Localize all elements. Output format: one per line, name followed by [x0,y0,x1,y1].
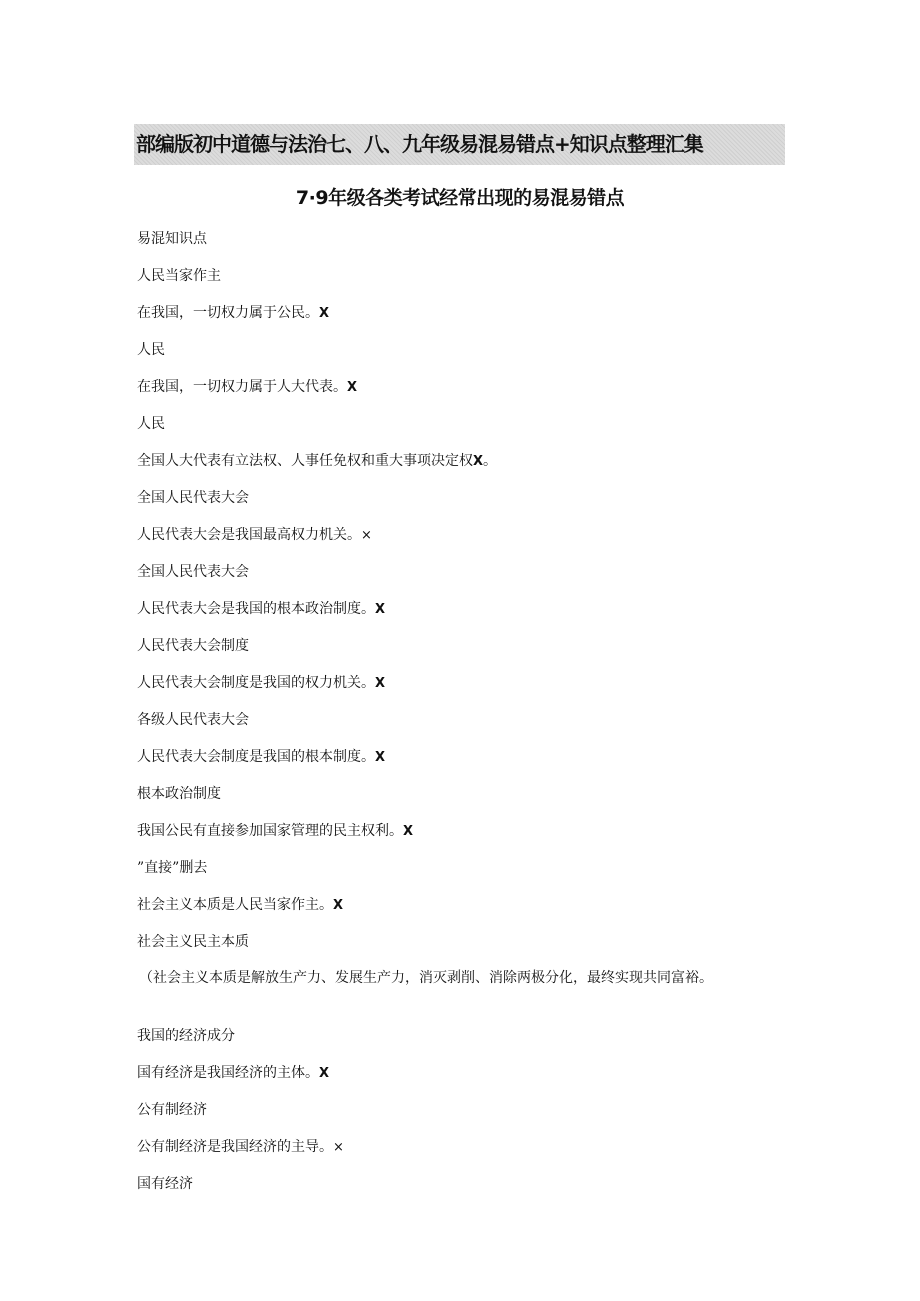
text-line [137,1174,193,1194]
text-line [137,599,385,620]
text-line [137,303,329,324]
wrong-mark: X [347,380,358,395]
line-text: 在我国，一切权力属于公民。 [137,305,319,321]
wrong-mark: X [333,898,344,913]
line-text: 全国人民代表大会 [137,564,249,580]
text-line [137,562,249,582]
text-line [137,636,249,656]
text-line [137,895,343,916]
line-text: 全国人民代表大会 [137,490,249,506]
line-text: 人民 [137,342,165,358]
line-text: 社会主义本质是人民当家作主。 [137,897,333,913]
line-text: 我国的经济成分 [137,1028,235,1044]
text-line [137,784,221,804]
line-text: ”直接”删去 [137,860,208,876]
text-line [137,1137,344,1158]
line-text: 国有经济 [137,1176,193,1192]
wrong-mark: X [319,1066,330,1081]
document-title: 部编版初中道德与法治七、八、九年级易混易错点+知识点整理汇集 [136,132,703,156]
text-line [137,858,207,878]
text-line [137,673,385,694]
line-text: 我国公民有直接参加国家管理的民主权利。 [137,823,403,839]
line-text: 人民代表大会是我国最高权力机关。 [137,527,361,543]
text-line [137,821,413,842]
text-line [137,229,207,249]
title-banner [134,124,785,165]
line-text: 人民代表大会制度 [137,638,249,654]
text-line [137,414,165,434]
line-text: 人民 [137,416,165,432]
text-line [137,525,372,546]
wrong-mark: X [375,676,386,691]
text-line [137,1063,329,1084]
wrong-mark: X [403,824,414,839]
line-text: 全国人大代表有立法权、人事任免权和重大事项决定权 [137,453,473,469]
wrong-mark: X [319,306,330,321]
text-line [137,488,249,508]
wrong-mark: X [473,454,484,469]
text-line [137,451,497,472]
text-line [137,266,221,286]
line-text: 人民当家作主 [137,268,221,284]
text-line [137,932,249,952]
line-text: 根本政治制度 [137,786,221,802]
line-end-punct: 。 [483,453,498,469]
text-line [137,710,249,730]
wrong-mark: X [375,602,386,617]
line-text: 社会主义民主本质 [137,934,249,950]
line-text: 易混知识点 [137,231,207,247]
line-text: 在我国，一切权力属于人大代表。 [137,379,347,395]
line-text: 国有经济是我国经济的主体。 [137,1065,319,1081]
line-text: 公有制经济是我国经济的主导。 [137,1139,333,1155]
text-line [137,1026,235,1046]
text-line [137,747,385,768]
section-heading: 7·9年级各类考试经常出现的易混易错点 [295,187,625,209]
text-line [137,340,165,360]
wrong-mark: × [361,528,372,543]
wrong-mark: X [375,750,386,765]
line-text: 人民代表大会是我国的根本政治制度。 [137,601,375,617]
line-text: 人民代表大会制度是我国的根本制度。 [137,749,375,765]
explanation-paragraph: （社会主义本质是解放生产力、发展生产力，消灭剥削、消除两极分化，最终实现共同富裕。 [139,970,713,986]
text-line [137,1100,207,1120]
text-line [137,377,357,398]
wrong-mark: × [333,1140,344,1155]
line-text: 人民代表大会制度是我国的权力机关。 [137,675,375,691]
line-text: 公有制经济 [137,1102,207,1118]
line-text: 各级人民代表大会 [137,712,249,728]
